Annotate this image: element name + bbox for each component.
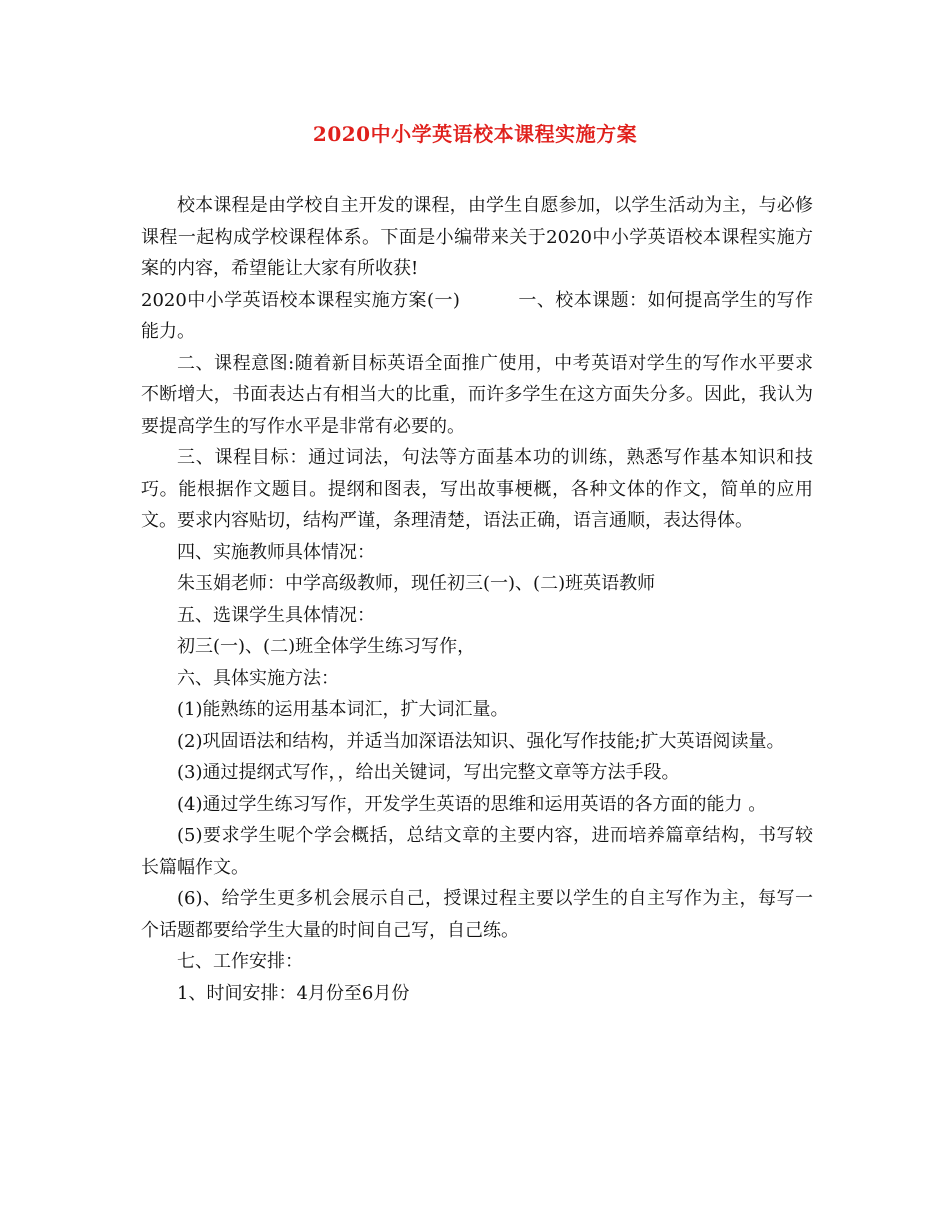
method-item-6: (6)、给学生更多机会展示自己，授课过程主要以学生的自主写作为主，每写一个话题都要给学生大量的时间自己写，自己练。 (141, 888, 813, 941)
teacher-info-heading: 四、实施教师具体情况： (177, 541, 375, 563)
section-heading-line (141, 285, 813, 348)
document-title: 2020中小学英语校本课程实施方案 (312, 122, 638, 146)
schedule-item: 1、时间安排：4月份至6月份 (177, 982, 410, 1004)
document-body (141, 190, 813, 1009)
course-goal-paragraph: 三、课程目标：通过词法，句法等方面基本功的训练，熟悉写作基本知识和技巧。能根据作文题目。提纲和图表，写出故事梗概，各种文体的作文，简单的应用文。要求内容贴切，结构严谨，条理清楚，语法正确，语言通顺，表达得体。 (141, 447, 813, 531)
method-item-5: (5)要求学生呢个学会概括，总结文章的主要内容，进而培养篇章结构，书写较长篇幅作文。 (141, 825, 813, 878)
method-item-4: (4)通过学生练习写作，开发学生英语的思维和运用英语的各方面的能力 。 (177, 793, 767, 815)
work-plan-heading: 七、工作安排： (177, 951, 303, 972)
method-item-3: (3)通过提纲式写作，，给出关键词，写出完整文章等方法手段。 (177, 762, 680, 783)
teacher-info-text: 朱玉娟老师：中学高级教师，现任初三(一)、(二)班英语教师 (177, 573, 656, 594)
plan-subtitle: 2020中小学英语校本课程实施方案(一) (141, 289, 460, 311)
method-item-1: (1)能熟练的运用基本词汇，扩大词汇量。 (177, 699, 509, 720)
student-info-text: 初三(一)、(二)班全体学生练习写作， (177, 636, 476, 657)
intro-paragraph: 校本课程是由学校自主开发的课程，由学生自愿参加，以学生活动为主，与必修课程一起构成学校课程体系。下面是小编带来关于2020中小学英语校本课程实施方案的内容，希望能让大家有所收获! (141, 195, 813, 279)
course-intent-paragraph: 二、课程意图:随着新目标英语全面推广使用，中考英语对学生的写作水平要求不断增大，书面表达占有相当大的比重，而许多学生在这方面失分多。因此，我认为要提高学生的写作水平是非常有必要的。 (141, 352, 813, 437)
course-topic: 一、校本课题：如何提高学生的写作能力。 (141, 289, 814, 342)
student-info-heading: 五、选课学生具体情况： (177, 604, 375, 626)
methods-heading: 六、具体实施方法： (177, 667, 339, 689)
method-item-2: (2)巩固语法和结构，并适当加深语法知识、强化写作技能;扩大英语阅读量。 (177, 730, 785, 752)
